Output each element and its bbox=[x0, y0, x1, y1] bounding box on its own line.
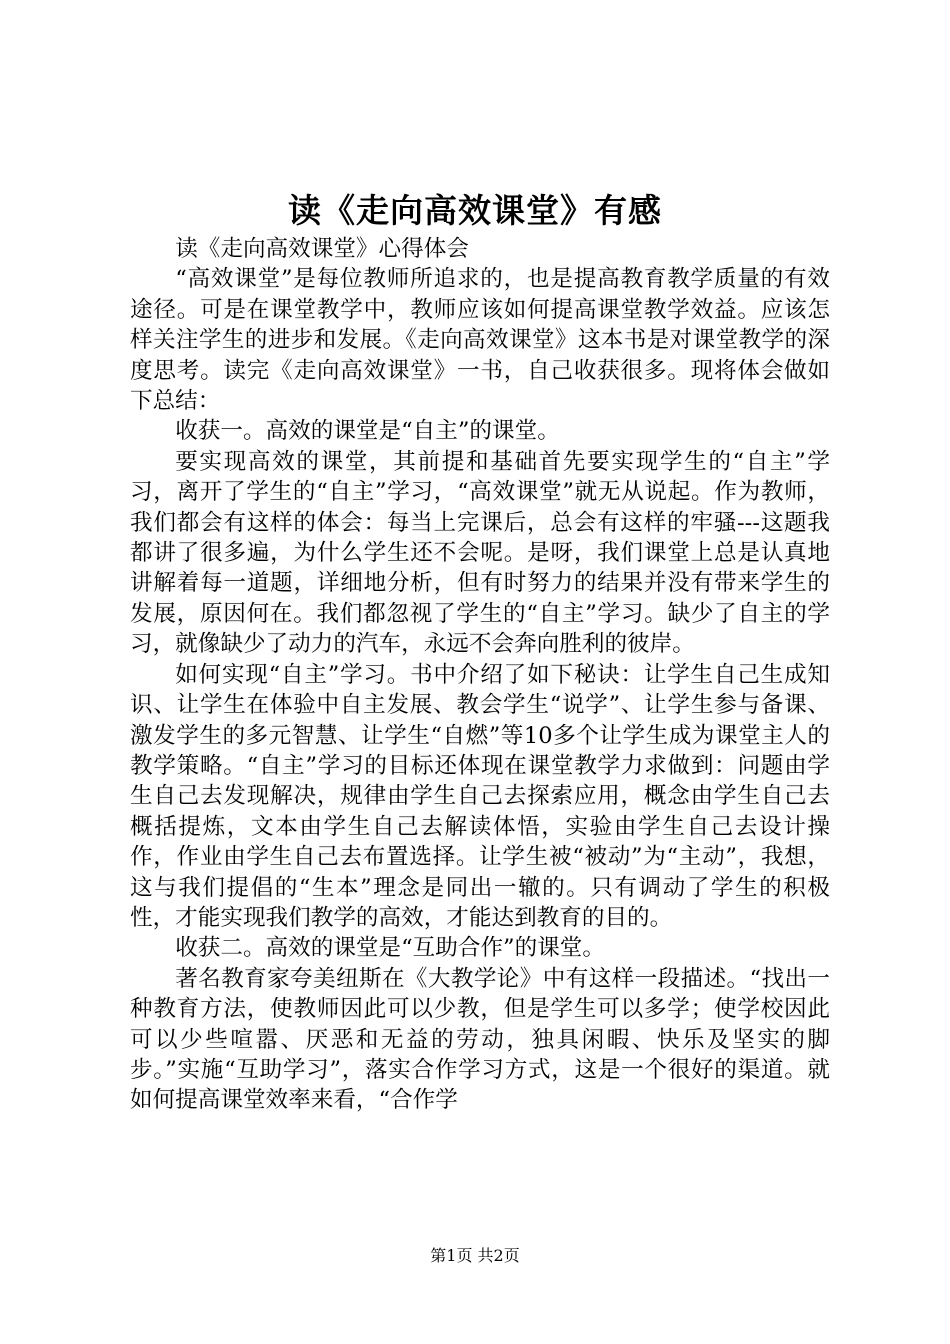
page-footer: 第1页 共2页 bbox=[430, 1246, 520, 1265]
document-body bbox=[130, 234, 830, 1116]
paragraph-intro: “高效课堂”是每位教师所追求的，也是提高教育教学质量的有效途径。可是在课堂教学中，教师应该如何提高课堂教学效益。应该怎样关注学生的进步和发展。《走向高效课堂》这本书是对课堂教学的深度思考。读完《走向高效课堂》一书，自己收获很多。现将体会做如下总结： bbox=[130, 266, 830, 415]
paragraph-body-2: 如何实现“自主”学习。书中介绍了如下秘诀：让学生自己生成知识、让学生在体验中自主发展、教会学生“说学”、让学生参与备课、激发学生的多元智慧、让学生“自燃”等10多个让学生成为课堂主人的教学策略。“自主”学习的目标还体现在课堂教学力求做到：问题由学生自己去发现解决，规律由学生自己去探索应用，概念由学生自己去概括提炼，文本由学生自己去解读体悟，实验由学生自己去设计操作，作业由学生自己去布置选择。让学生被“被动”为“主动”，我想，这与我们提倡的“生本”理念是同出一辙的。只有调动了学生的积极性，才能实现我们教学的高效，才能达到教育的目的。 bbox=[130, 661, 830, 931]
paragraph-subtitle: 读《走向高效课堂》心得体会 bbox=[175, 236, 469, 262]
document-title: 读《走向高效课堂》有感 bbox=[288, 191, 662, 230]
paragraph-heading-2: 收获二。高效的课堂是“互助合作”的课堂。 bbox=[175, 935, 605, 962]
paragraph-body-1: 要实现高效的课堂，其前提和基础首先要实现学生的“自主”学习，离开了学生的“自主”学习，“高效课堂”就无从说起。作为教师，我们都会有这样的体会：每当上完课后，总会有这样的牢骚---这题我都讲了很多遍，为什么学生还不会呢。是呀，我们课堂上总是认真地讲解着每一道题，详细地分析，但有时努力的结果并没有带来学生的发展，原因何在。我们都忽视了学生的“自主”学习。缺少了自主的学习，就像缺少了动力的汽车，永远不会奔向胜利的彼岸。 bbox=[130, 448, 830, 658]
paragraph-body-3: 著名教育家夸美纽斯在《大教学论》中有这样一段描述。“找出一种教育方法，使教师因此可以少教，但是学生可以多学；使学校因此可以少些喧嚣、厌恶和无益的劳动，独具闲暇、快乐及坚实的脚步。”实施“互助学习”，落实合作学习方式，这是一个很好的渠道。就如何提高课堂效率来看，“合作学 bbox=[130, 965, 830, 1114]
paragraph-heading-1: 收获一。高效的课堂是“自主”的课堂。 bbox=[175, 418, 560, 445]
